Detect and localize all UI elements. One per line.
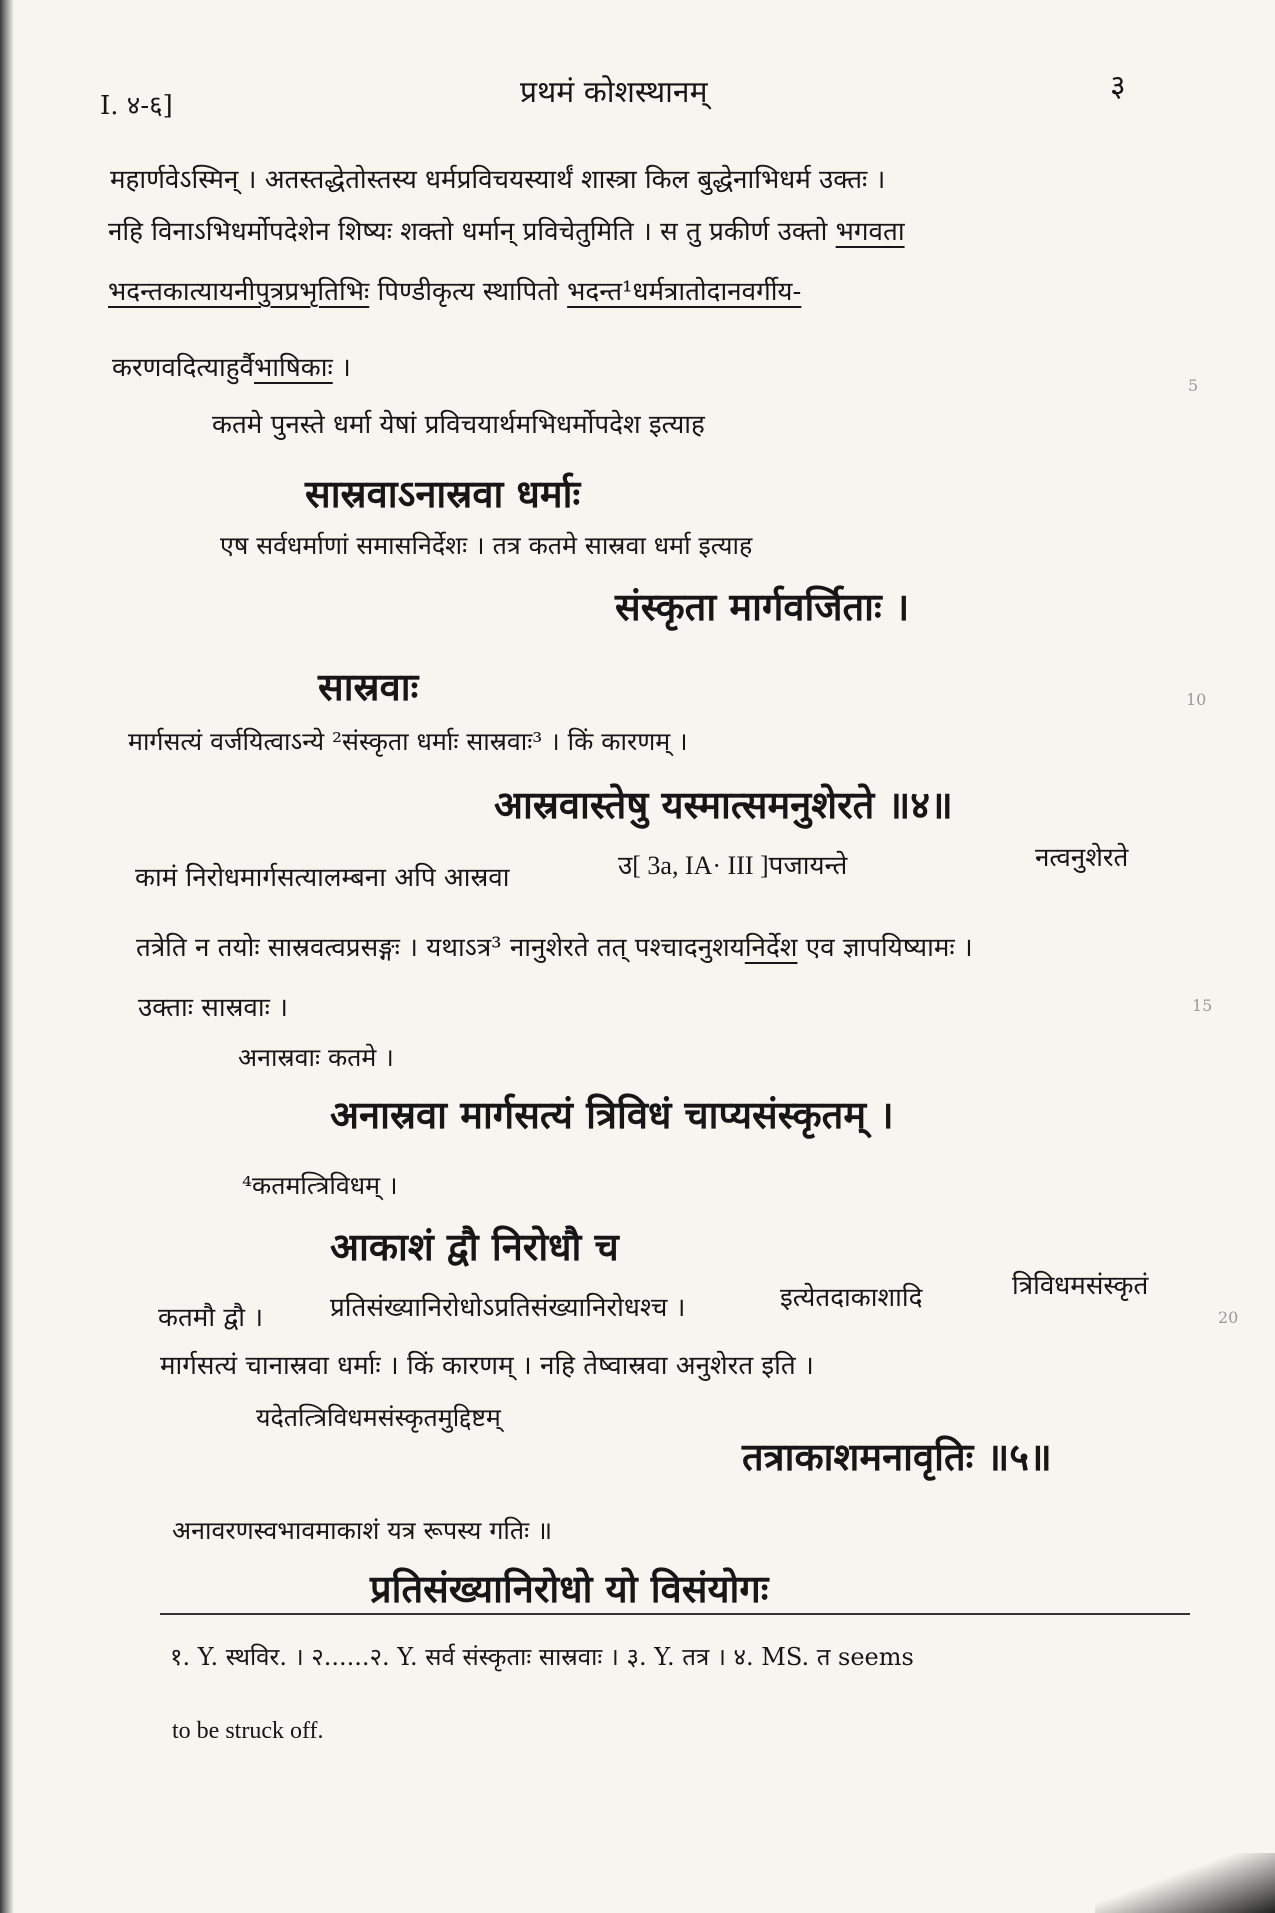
text-line-8 — [135, 858, 509, 894]
verse-4: आस्रवास्तेषु यस्मात्समनुशेरते ॥४॥ — [494, 782, 953, 827]
text-line-4-a: करणवदित्याहुर्वै — [112, 353, 255, 383]
margin-mark-10: 10 — [1186, 690, 1207, 709]
text-line-10: उक्ताः सास्रवाः । — [138, 993, 288, 1023]
text-line-15: यदेतत्त्रिविधमसंस्कृतमुद्दिष्टम् — [256, 1403, 501, 1432]
text-line-3-middle: पिण्डीकृत्य स्थापितो — [369, 277, 568, 307]
footnote-line-2: to be struck off. — [172, 1718, 324, 1744]
text-line-2-main: नहि विनाऽभिधर्मोपदेशेन शिष्यः शक्तो धर्मान् प्रविचेतुमिति । स तु प्रकीर्ण उक्तो — [108, 217, 836, 247]
verse-5: अनास्रवा मार्गसत्यं त्रिविधं चाप्यसंस्कृतम् । — [330, 1092, 894, 1137]
text-line-2 — [108, 212, 905, 248]
text-line-7: मार्गसत्यं वर्जयित्वाऽन्ये ²संस्कृता धर्माः सास्रवाः³ । किं कारणम् । — [128, 727, 688, 756]
verse-6: आकाशं द्वौ निरोधौ च — [330, 1224, 619, 1269]
text-line-8-c: नत्वनुशेरते — [1035, 843, 1129, 873]
text-line-12: ⁴कतमत्त्रिविधम् । — [242, 1171, 398, 1200]
text-line-9-a: तत्रेति न तयोः सास्रवत्वप्रसङ्गः । यथाऽत्र³ नानुशेरते तत् पश्चादनुशय — [136, 933, 745, 963]
text-line-2-underlined: भगवता — [835, 217, 905, 247]
text-line-9-underlined: निर्देश — [744, 933, 798, 963]
text-line-4-underlined: भाषिकाः — [254, 353, 333, 383]
text-line-3-underlined-b: भदन्त¹धर्मत्रातोदानवर्गीय- — [567, 277, 802, 307]
verse-1: सास्रवाऽनास्रवा धर्माः — [305, 471, 581, 516]
page-number: ३ — [1110, 69, 1126, 104]
text-line-9-c: एव ज्ञापयिष्यामः । — [797, 933, 973, 963]
text-line-14: मार्गसत्यं चानास्रवा धर्माः । किं कारणम् । नहि तेष्वास्रवा अनुशेरत इति । — [160, 1351, 814, 1381]
text-line-5: कतमे पुनस्ते धर्मा येषां प्रविचयार्थमभिधर्मोपदेश इत्याह — [212, 410, 705, 440]
header-section-ref: I. ४-६] — [100, 91, 173, 121]
binding-shadow — [0, 0, 14, 1913]
text-line-1: महार्णवेऽस्मिन् । अतस्तद्धेतोस्तस्य धर्मप्रविचयस्यार्थं शास्त्रा किल बुद्धेनाभिधर्म उक्तः । — [110, 165, 886, 195]
verse-2: संस्कृता मार्गवर्जिताः । — [615, 584, 910, 629]
text-line-16: अनावरणस्वभावमाकाशं यत्र रूपस्य गतिः ॥ — [172, 1516, 553, 1545]
text-line-3 — [108, 272, 801, 308]
text-line-3-underlined-a: भदन्तकात्यायनीपुत्रप्रभृतिभिः — [108, 277, 370, 307]
text-line-13-b: प्रतिसंख्यानिरोधोऽप्रतिसंख्यानिरोधश्च । — [330, 1293, 686, 1323]
text-line-13-a: कतमौ द्वौ । — [158, 1303, 264, 1333]
text-line-4-c: । — [332, 353, 351, 383]
verse-7: तत्राकाशमनावृतिः ॥५॥ — [742, 1434, 1052, 1479]
text-line-8-ref: उ[ 3a, IA· III ]पजायन्ते — [618, 851, 848, 880]
text-line-13-c: इत्येतदाकाशादि — [780, 1283, 923, 1313]
margin-mark-5: 5 — [1188, 376, 1199, 395]
footnote-rule — [160, 1613, 1190, 1615]
text-line-8-a: कामं निरोधमार्गसत्यालम्बना अपि आस्रवा — [135, 863, 510, 893]
footnote-line-1: १. Y. स्थविर. । २......२. Y. सर्व संस्कृताः सास्रवाः । ३. Y. तत्र । ४. MS. त seems — [170, 1643, 914, 1671]
margin-mark-20: 20 — [1218, 1308, 1239, 1327]
text-line-9 — [136, 928, 973, 964]
text-line-11: अनास्रवाः कतमे । — [238, 1043, 394, 1072]
text-line-4 — [112, 348, 351, 384]
text-line-6: एष सर्वधर्माणां समासनिर्देशः । तत्र कतमे सास्रवा धर्मा इत्याह — [220, 531, 753, 560]
text-line-13-d: त्रिविधमसंस्कृतं — [1012, 1271, 1149, 1301]
verse-3: सास्रवाः — [318, 664, 419, 709]
scan-corner-shadow — [1095, 1853, 1275, 1913]
page-title: प्रथमं कोशस्थानम् — [520, 75, 708, 110]
verse-8: प्रतिसंख्यानिरोधो यो विसंयोगः — [370, 1566, 769, 1611]
margin-mark-15: 15 — [1192, 996, 1213, 1015]
